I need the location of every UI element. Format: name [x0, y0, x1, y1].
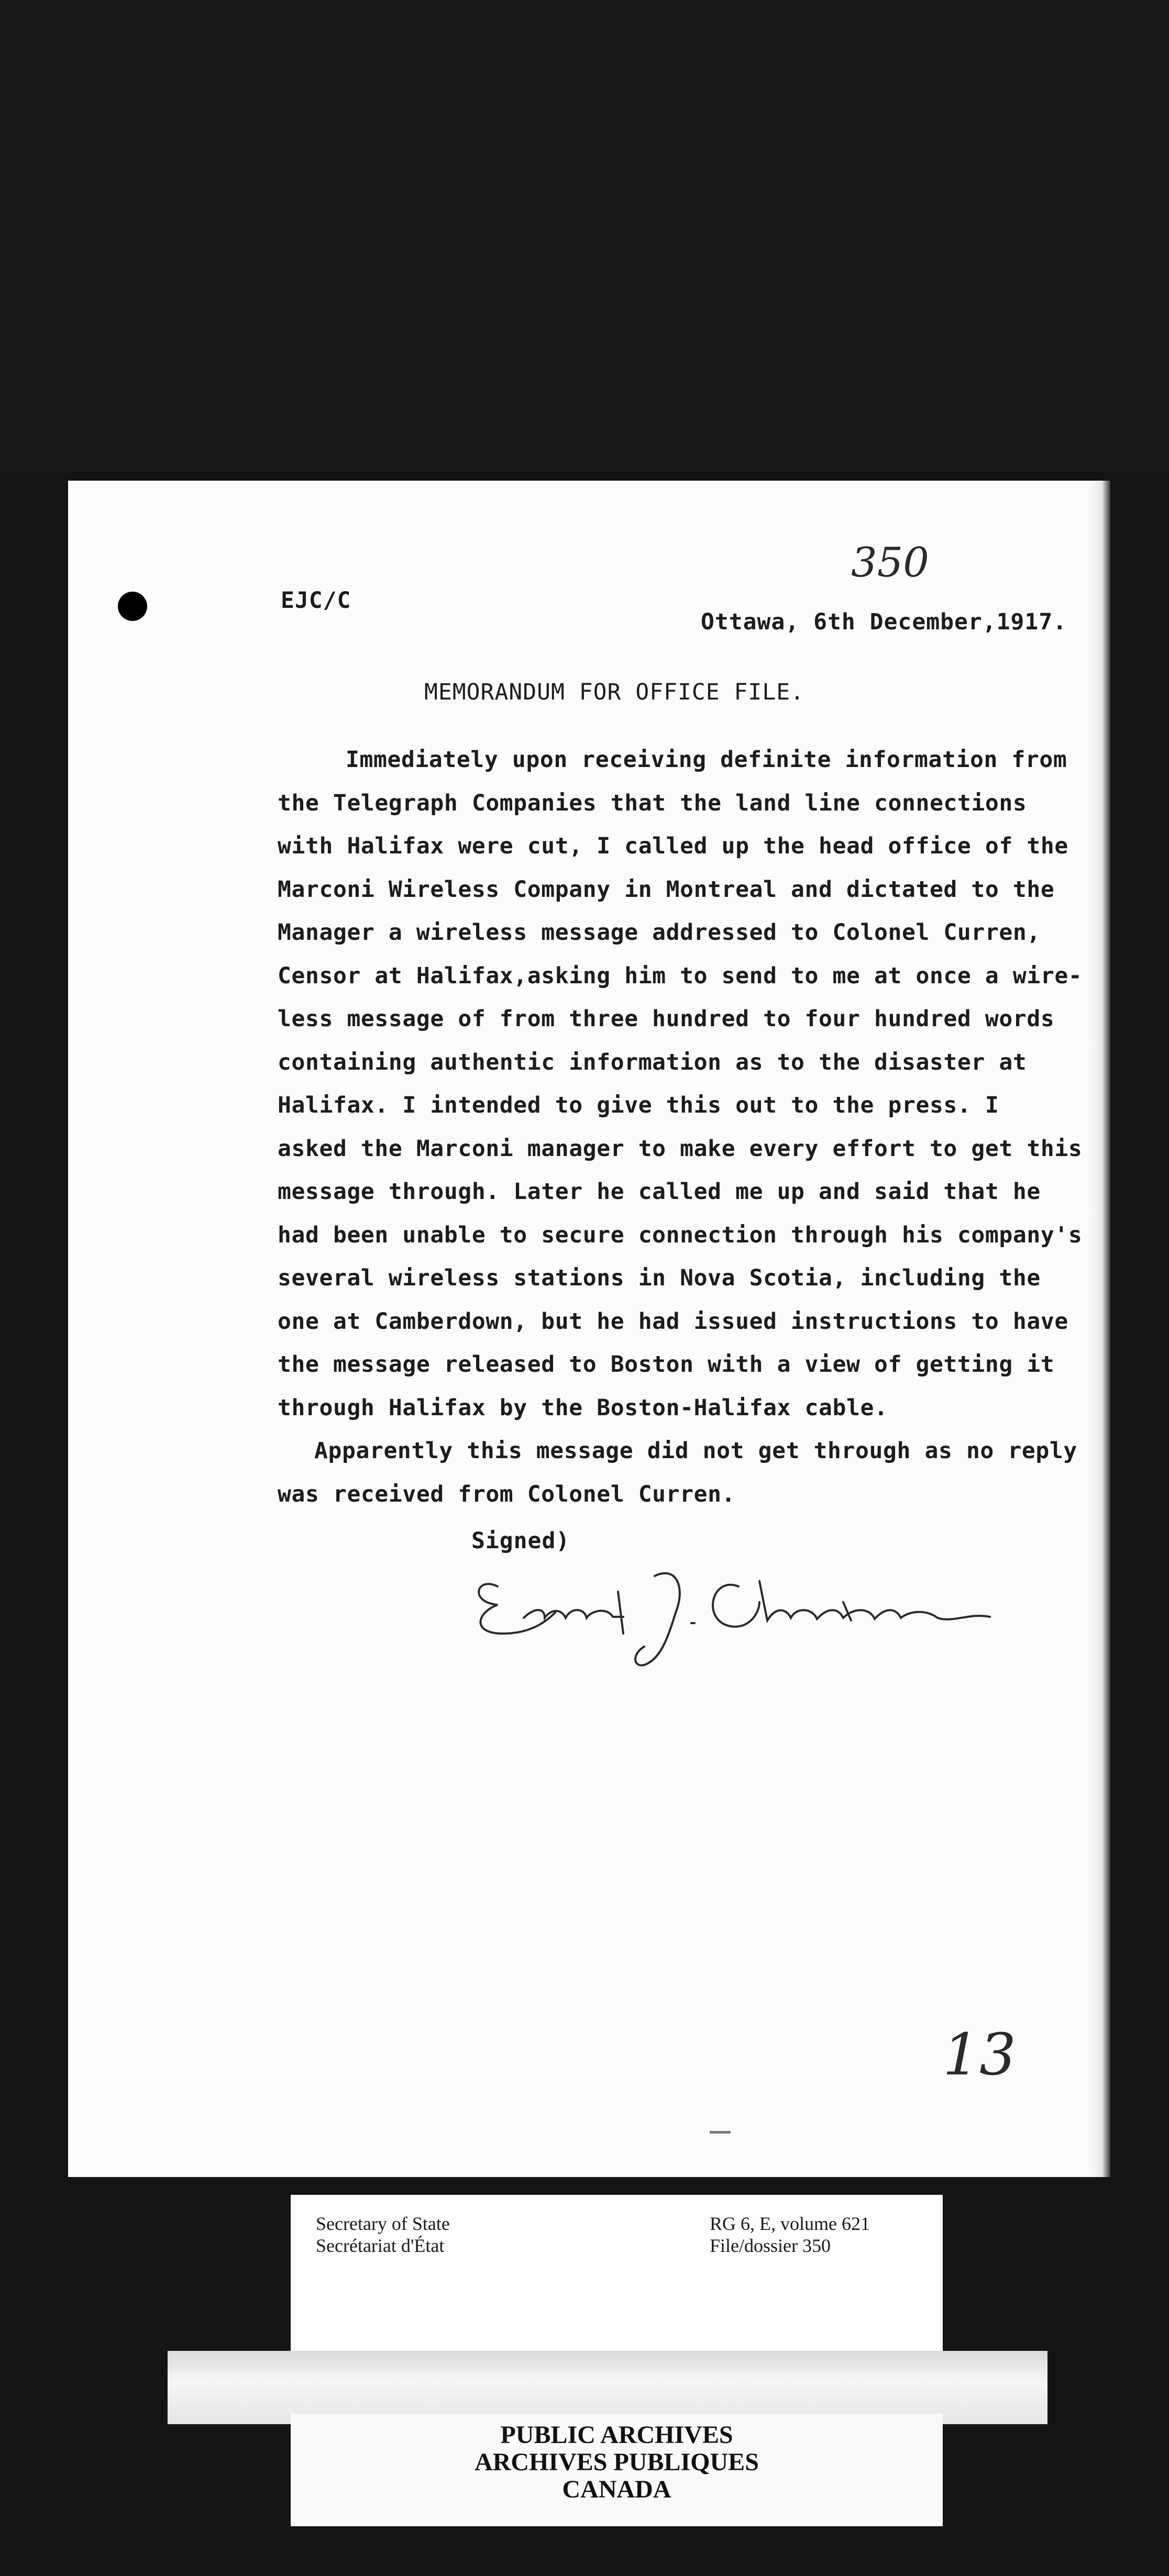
stamp-line-french: ARCHIVES PUBLIQUES [475, 2448, 759, 2476]
department-french: Secrétariat d'État [316, 2235, 445, 2256]
memo-body-line: through Halifax by the Boston-Halifax cable. [278, 1394, 888, 1421]
memo-title: MEMORANDUM FOR OFFICE FILE. [424, 679, 804, 705]
punch-hole [118, 592, 147, 621]
record-group-volume: RG 6, E, volume 621 [710, 2213, 870, 2234]
tape-strip [168, 2351, 1047, 2424]
stamp-line-english: PUBLIC ARCHIVES [500, 2421, 733, 2449]
archive-reference [710, 2213, 870, 2257]
handwritten-signature [466, 1555, 1016, 1675]
handwritten-folio-number: 13 [943, 2021, 1016, 2088]
memo-place-date: Ottawa, 6th December,1917. [701, 609, 1067, 635]
memo-body-line: Halifax. I intended to give this out to the press. I [278, 1092, 999, 1118]
archive-department [316, 2213, 450, 2257]
memo-body-line: Apparently this message did not get through as no reply [314, 1438, 1077, 1464]
memo-body-line: had been unable to secure connection through his company's [278, 1222, 1083, 1248]
department-english: Secretary of State [316, 2213, 450, 2234]
memo-body-line: asked the Marconi manager to make every effort to get this [278, 1135, 1083, 1162]
scan-background [0, 0, 1169, 471]
memo-body-line: was received from Colonel Curren. [278, 1481, 736, 1507]
memo-body-line: the Telegraph Companies that the land line connections [278, 790, 1027, 816]
page-edge-shadow [1089, 481, 1110, 2177]
memo-body-line: message through. Later he called me up and said that he [278, 1179, 1041, 1205]
memo-body-line: Censor at Halifax,asking him to send to me at once a wire- [278, 962, 1083, 989]
memo-body [278, 738, 1083, 1516]
memo-body-line: Manager a wireless message addressed to Colonel Curren, [278, 919, 1041, 946]
handwritten-file-number: 350 [851, 539, 929, 586]
memo-body-line: Immediately upon receiving definite information from [346, 747, 1067, 773]
memo-reference: EJC/C [281, 587, 351, 614]
stamp-line-country: CANADA [562, 2475, 671, 2503]
file-dossier-number: File/dossier 350 [710, 2235, 831, 2256]
memo-body-line: the message released to Boston with a view of getting it [278, 1351, 1055, 1378]
archive-stamp [291, 2422, 943, 2503]
memo-body-line: Marconi Wireless Company in Montreal and dictated to the [278, 876, 1055, 903]
signed-label: Signed) [471, 1528, 570, 1554]
pencil-mark [710, 2131, 731, 2134]
memo-body-line: one at Camberdown, but he had issued instructions to have [278, 1308, 1068, 1335]
memo-body-line: containing authentic information as to the disaster at [278, 1049, 1027, 1075]
memo-body-line: less message of from three hundred to four hundred words [278, 1006, 1055, 1032]
memo-body-line: with Halifax were cut, I called up the head office of the [278, 833, 1068, 859]
memo-body-line: several wireless stations in Nova Scotia, including the [278, 1265, 1041, 1291]
